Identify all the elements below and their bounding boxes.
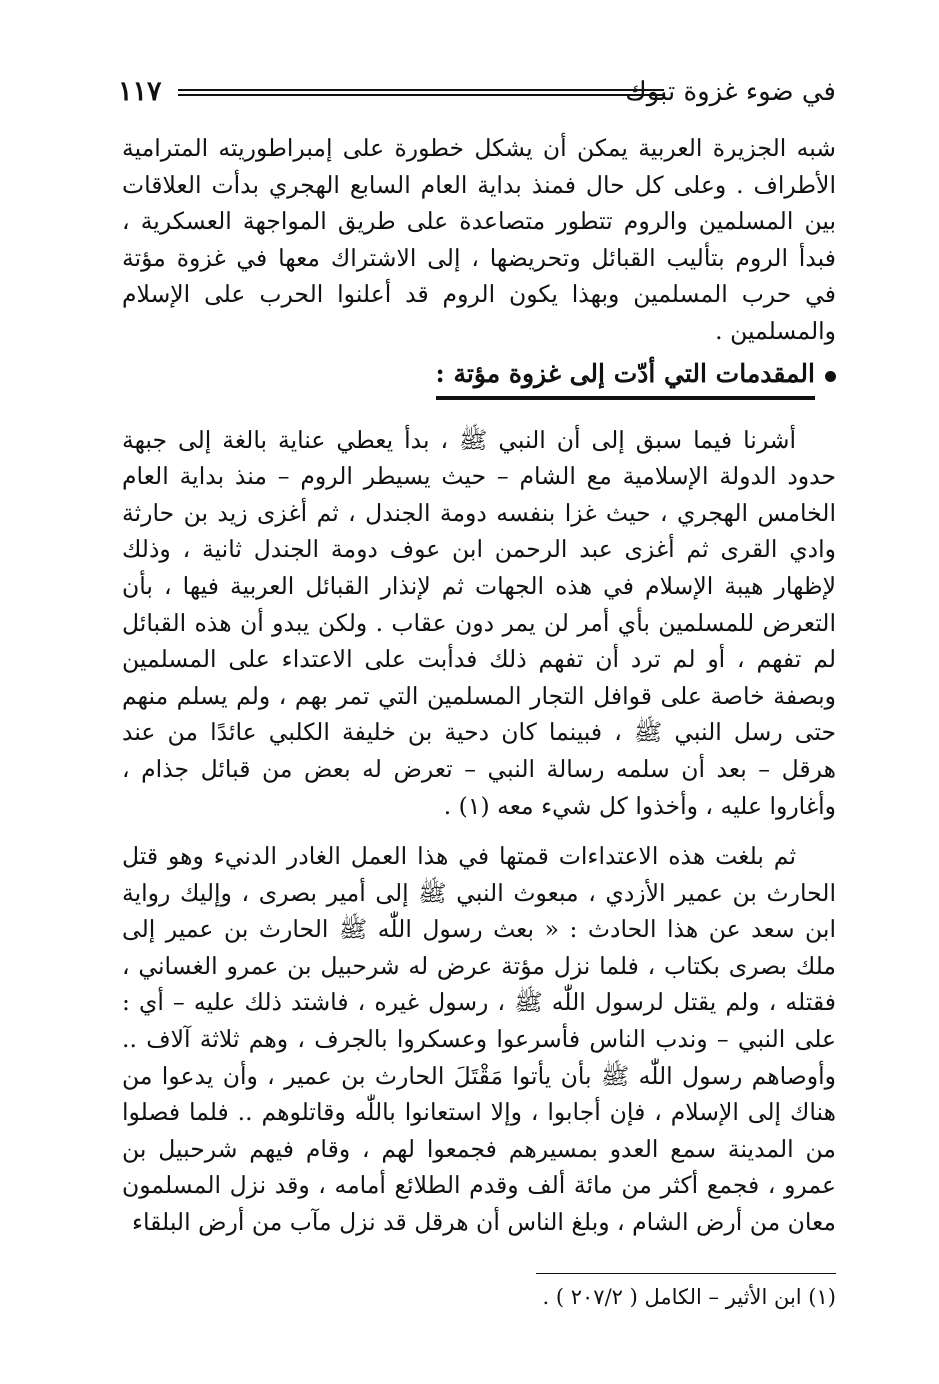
footnote: (١) ابن الأثير – الكامل ( ٢٠٧/٢ ) . [542,1285,836,1309]
paragraph-1: شبه الجزيرة العربية يمكن أن يشكل خطورة على إمبراطوريته المترامية الأطراف . وعلى كل حال فمنذ بداية العام السابع الهجري بدأت العلاقات بين المسلمين والروم تتطور متصاعدة على طريق المواجهة العسكرية ، فبدأ الروم بتأليب القبائل وتحريضها ، إلى الاشتراك معها في غزوة مؤتة في حرب المسلمين وبهذا يكون الروم قد أعلنوا الحرب على الإسلام والمسلمين . [122,134,836,345]
running-header [118,72,836,112]
bullet-icon [825,371,836,382]
page-number: ١١٧ [118,76,162,107]
paragraph-2: أشرنا فيما سبق إلى أن النبي ﷺ ، بدأ يعطي عناية بالغة إلى جبهة حدود الدولة الإسلامية مع الشام – حيث يسيطر الروم – منذ بداية العام الخامس الهجري ، حيث غزا بنفسه دومة الجندل ، ثم أغزى زيد بن حارثة وادي القرى ثم أغزى عبد الرحمن ابن عوف دومة الجندل ثانية ، وذلك لإظهار هيبة الإسلام في هذه الجهات ثم لإنذار القبائل العربية فيها ، بأن التعرض للمسلمين بأي أمر لن يمر دون عقاب . ولكن يبدو أن هذه القبائل لم تفهم ، أو لم ترد أن تفهم ذلك فدأبت على الاعتداء على المسلمين وبصفة خاصة على قوافل التجار المسلمين التي تمر بهم ، ولم يسلم منهم حتى رسل النبي ﷺ ، فبينما كان دحية بن خليفة الكلبي عائدًا من عند هرقل – بعد أن سلمه رسالة النبي – تعرض له بعض من قبائل جذام ، وأغاروا عليه ، وأخذوا كل شيء معه (١) . [122,425,836,820]
section-heading-text: المقدمات التي أدّت إلى غزوة مؤتة : [436,354,815,400]
section-heading [122,354,836,400]
footnote-divider [536,1273,836,1274]
body-text [122,130,836,1241]
running-title: في ضوء غزوة تبوك [625,77,836,107]
header-double-rule [178,89,664,96]
paragraph-3: ثم بلغت هذه الاعتداءات قمتها في هذا العمل الغادر الدنيء وهو قتل الحارث بن عمير الأزدي ، مبعوث النبي ﷺ إلى أمير بصرى ، وإليك رواية ابن سعد عن هذا الحادث : « بعث رسول اللّٰه ﷺ الحارث بن عمير إلى ملك بصرى بكتاب ، فلما نزل مؤتة عرض له شرحبيل بن عمرو الغساني ، فقتله ، ولم يقتل لرسول اللّٰه ﷺ ، رسول غيره ، فاشتد ذلك عليه – أي : على النبي – وندب الناس فأسرعوا وعسكروا بالجرف ، وهم ثلاثة آلاف .. وأوصاهم رسول اللّٰه ﷺ بأن يأتوا مَقْتَلَ الحارث بن عمير ، وأن يدعوا من هناك إلى الإسلام ، فإن أجابوا ، وإلا استعانوا باللّٰه وقاتلوهم .. فلما فصلوا من المدينة سمع العدو بمسيرهم فجمعوا لهم ، وقام فيهم شرحبيل بن عمرو ، فجمع أكثر من مائة ألف وقدم الطلائع أمامه ، وقد نزل المسلمون معان من أرض الشام ، وبلغ الناس أن هرقل قد نزل مآب من أرض البلقاء [122,842,836,1237]
